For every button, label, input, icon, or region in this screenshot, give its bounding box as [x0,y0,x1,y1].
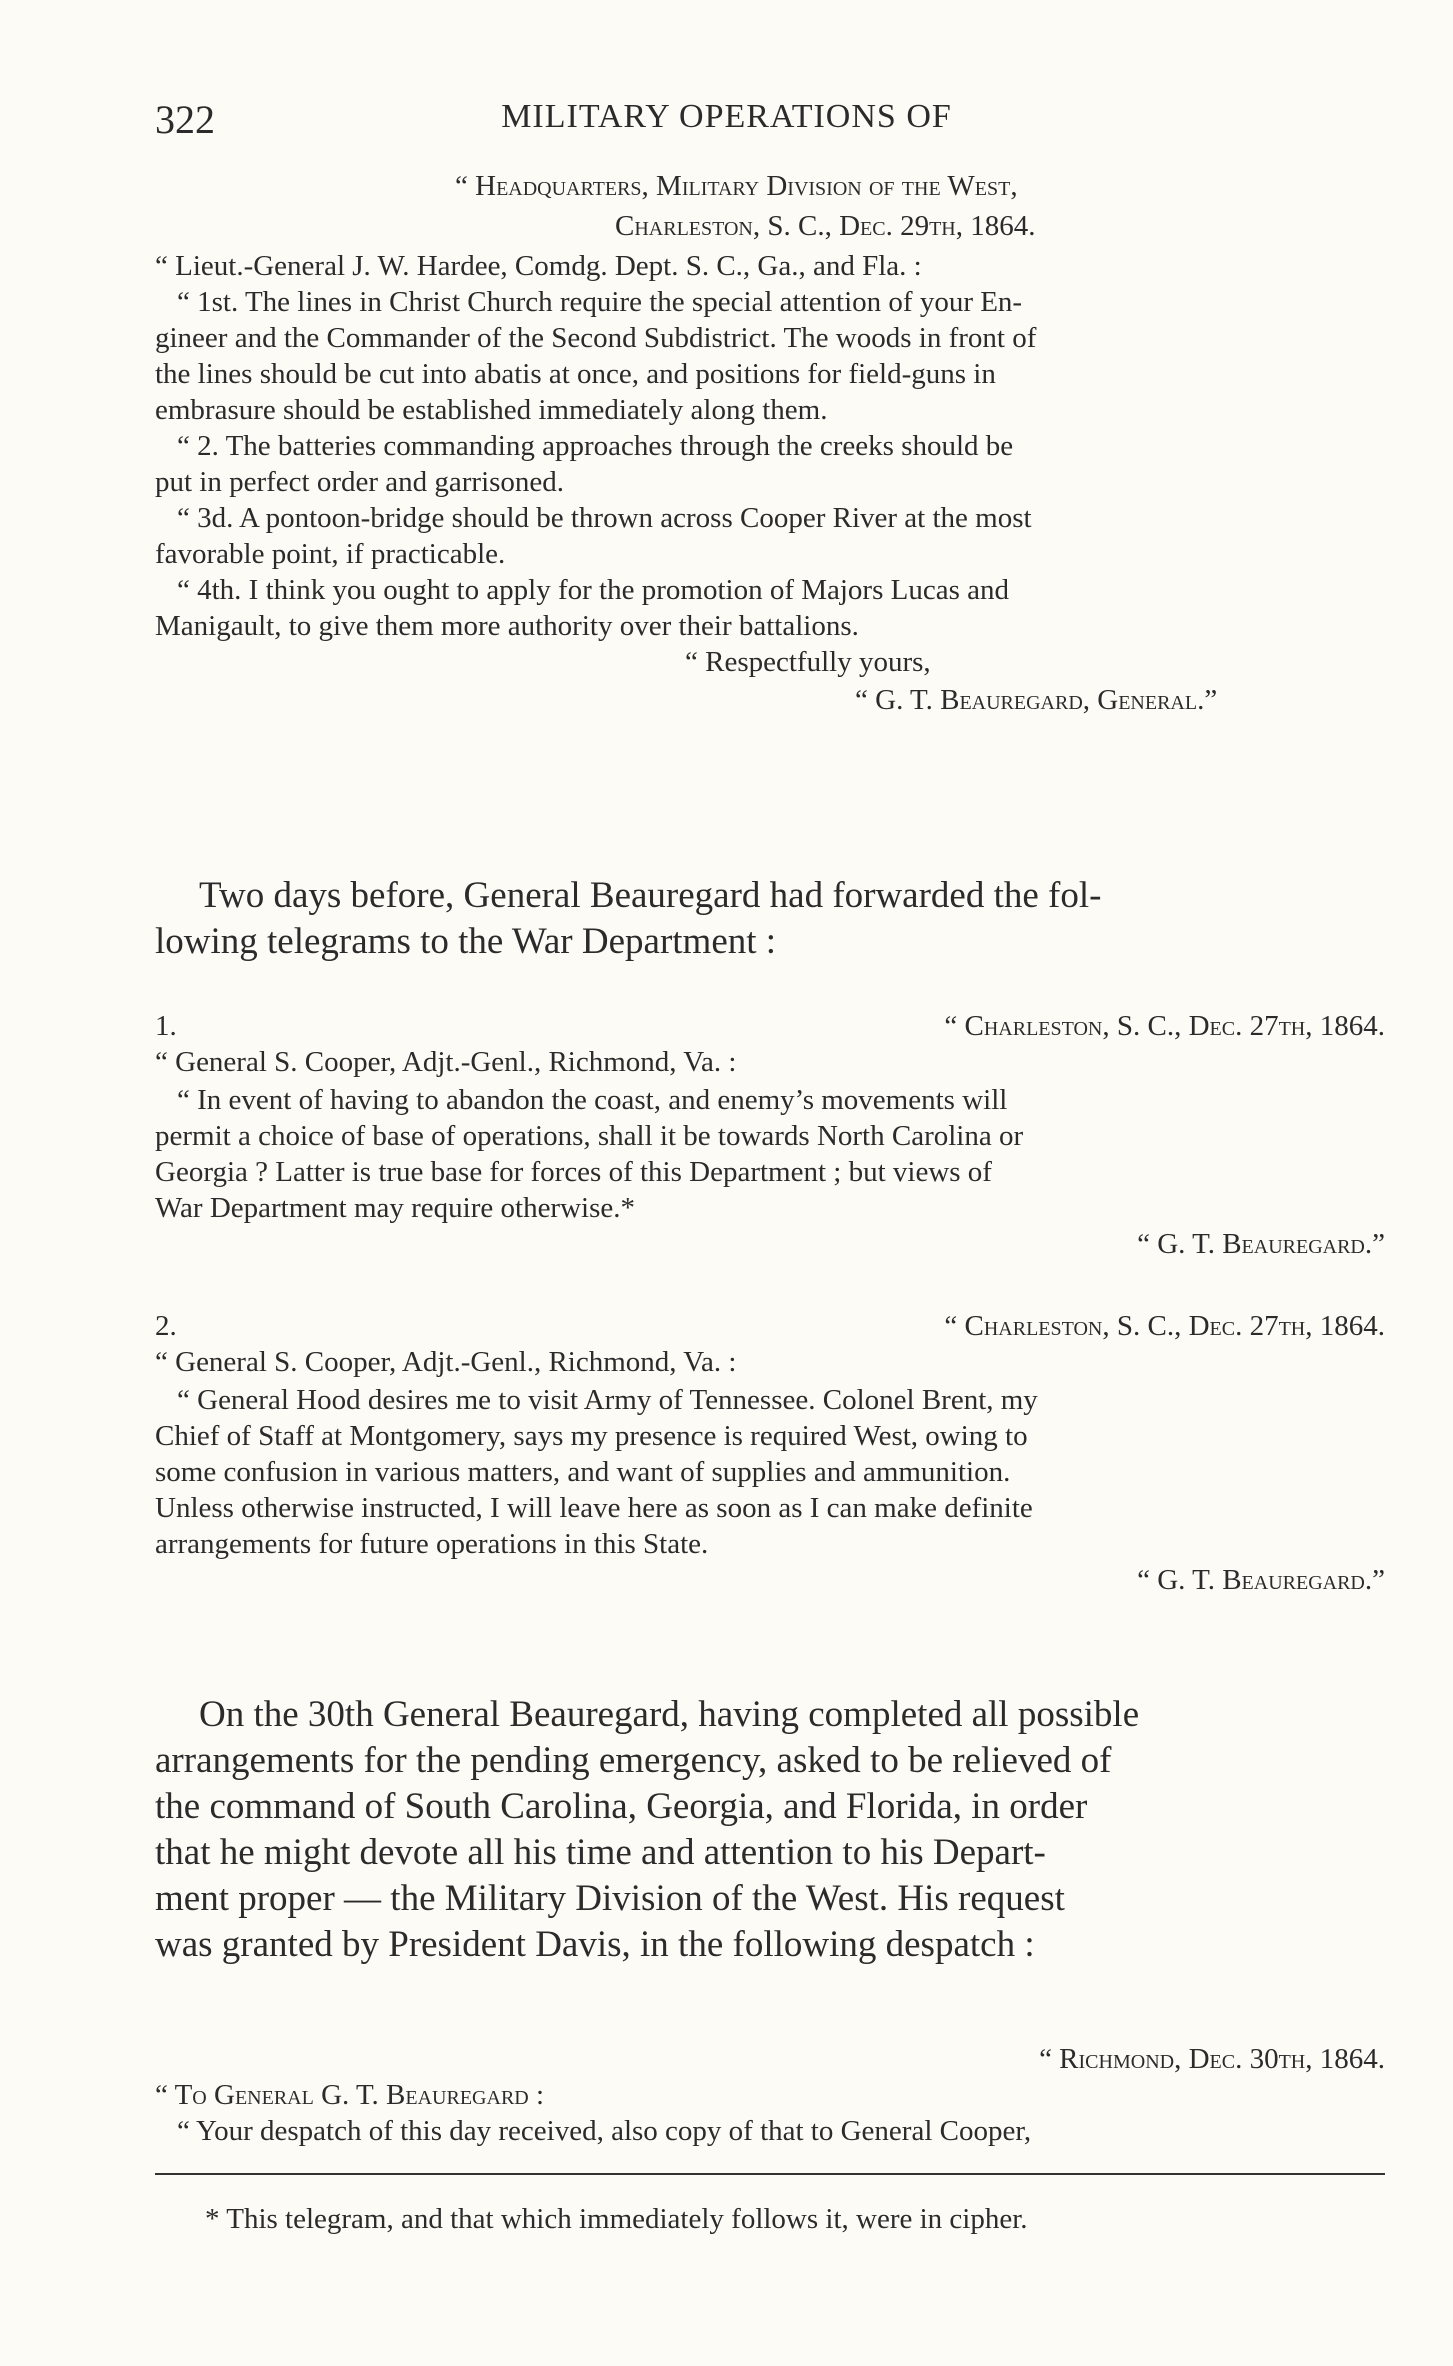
letter-line: the lines should be cut into abatis at once, and positions for field-guns in [155,358,996,390]
paragraph-line: lowing telegrams to the War Department : [155,921,777,962]
letter-line: “ 4th. I think you ought to apply for the promotion of Majors Lucas and [177,574,1009,606]
telegram-line: War Department may require otherwise.* [155,1192,636,1224]
telegram-addressee: “ General S. Cooper, Adjt.-Genl., Richmond, Va. : [155,1346,737,1378]
despatch-dateline: “ Richmond, Dec. 30th, 1864. [1039,2043,1385,2075]
telegram-signature: “ G. T. Beauregard.” [1137,1564,1385,1596]
letter-heading-line2: Charleston, S. C., Dec. 29th, 1864. [615,210,1036,242]
paragraph-line: was granted by President Davis, in the following despatch : [155,1924,1035,1965]
telegram-dateline: “ Charleston, S. C., Dec. 27th, 1864. [944,1310,1385,1342]
footnote-rule [155,2173,1385,2175]
letter-line: “ 1st. The lines in Christ Church require the special attention of your En- [177,286,1023,318]
letter-line: Manigault, to give them more authority over their battalions. [155,610,859,642]
telegram-line: some confusion in various matters, and want of supplies and ammunition. [155,1456,1011,1488]
page-number: 322 [155,97,215,142]
telegram-line: arrangements for future operations in this State. [155,1528,709,1560]
paragraph-line: ment proper — the Military Division of the West. His request [155,1878,1065,1919]
running-title: MILITARY OPERATIONS OF [501,98,952,135]
letter-line: “ 3d. A pontoon-bridge should be thrown across Cooper River at the most [177,502,1032,534]
telegram-signature: “ G. T. Beauregard.” [1137,1228,1385,1260]
telegram-addressee: “ General S. Cooper, Adjt.-Genl., Richmond, Va. : [155,1046,737,1078]
letter-line: embrasure should be established immediately along them. [155,394,828,426]
letter-line: gineer and the Commander of the Second Subdistrict. The woods in front of [155,322,1037,354]
paragraph-line: that he might devote all his time and attention to his Depart- [155,1832,1046,1873]
letter-heading-line1: “ Headquarters, Military Division of the West, [455,170,1018,202]
paragraph-line: On the 30th General Beauregard, having completed all possible [199,1694,1140,1735]
telegram-line: “ General Hood desires me to visit Army of Tennessee. Colonel Brent, my [177,1384,1038,1416]
letter-line: favorable point, if practicable. [155,538,506,570]
telegram-number: 1. [155,1010,177,1042]
letter-addressee: “ Lieut.-General J. W. Hardee, Comdg. Dept. S. C., Ga., and Fla. : [155,250,922,282]
telegram-dateline: “ Charleston, S. C., Dec. 27th, 1864. [944,1010,1385,1042]
telegram-number: 2. [155,1310,177,1342]
despatch-addressee: “ To General G. T. Beauregard : [155,2079,545,2111]
letter-closing: “ Respectfully yours, [685,646,931,678]
telegram-line: “ In event of having to abandon the coast, and enemy’s movements will [177,1084,1008,1116]
letter-line: “ 2. The batteries commanding approaches through the creeks should be [177,430,1014,462]
telegram-line: Georgia ? Latter is true base for forces of this Department ; but views of [155,1156,992,1188]
running-header [0,96,1453,142]
paragraph-line: Two days before, General Beauregard had forwarded the fol- [199,875,1102,916]
letter-line: put in perfect order and garrisoned. [155,466,565,498]
telegram-line: permit a choice of base of operations, shall it be towards North Carolina or [155,1120,1024,1152]
telegram-line: Chief of Staff at Montgomery, says my presence is required West, owing to [155,1420,1028,1452]
despatch-line: “ Your despatch of this day received, also copy of that to General Cooper, [177,2115,1032,2147]
paragraph-line: the command of South Carolina, Georgia, and Florida, in order [155,1786,1088,1827]
paragraph-line: arrangements for the pending emergency, asked to be relieved of [155,1740,1112,1781]
telegram-line: Unless otherwise instructed, I will leave here as soon as I can make definite [155,1492,1033,1524]
footnote: * This telegram, and that which immediately follows it, were in cipher. [205,2203,1028,2235]
letter-signature: “ G. T. Beauregard, General.” [855,684,1218,716]
